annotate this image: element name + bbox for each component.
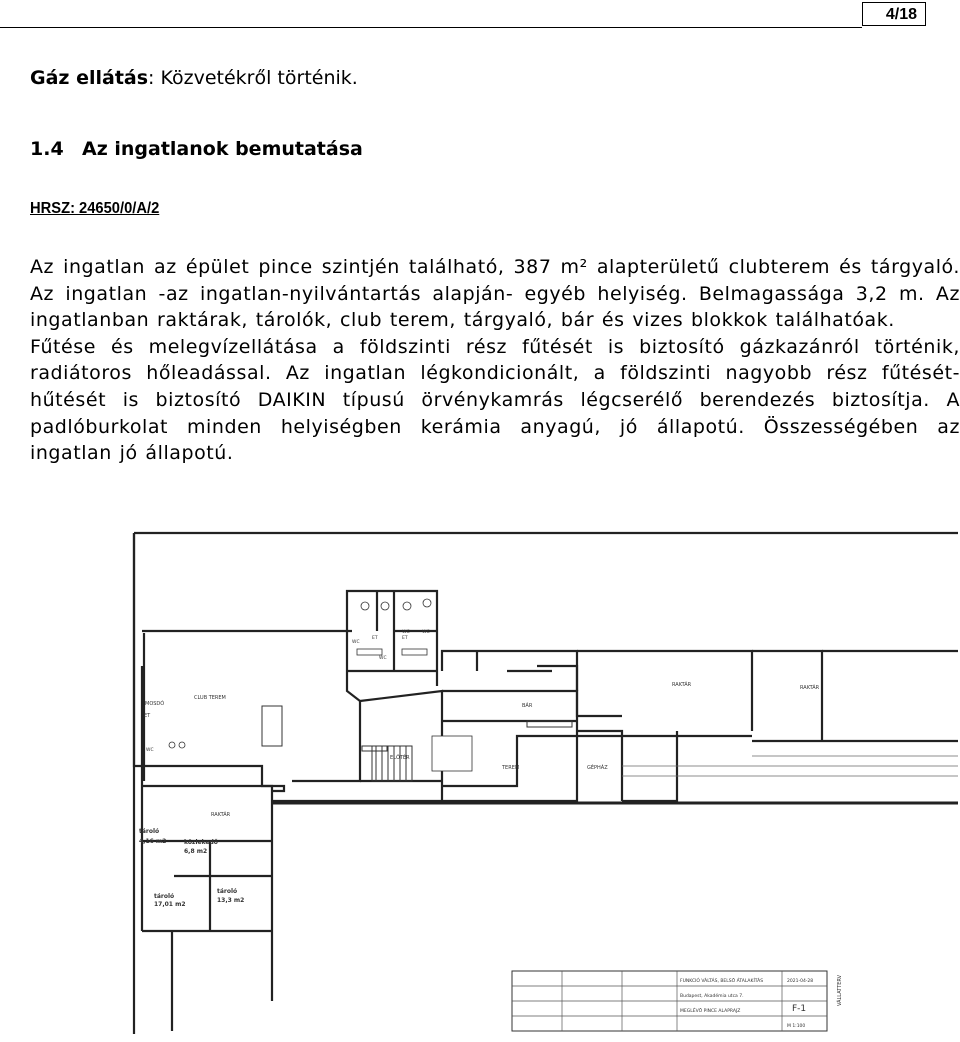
title-block-side: VÁLLATTERV <box>837 974 843 1006</box>
floor-plan-drawing <box>132 531 960 1034</box>
gas-supply-line <box>30 67 358 89</box>
title-block-drawing: MEGLÉVŐ PINCE ALAPRAJZ <box>680 1009 741 1014</box>
plan-title-block <box>512 971 843 1031</box>
title-block-date: 2021-04-28 <box>787 979 814 984</box>
plan-label-gephaz: GÉPHÁZ <box>587 765 608 771</box>
title-block-scale: M 1:100 <box>787 1024 806 1029</box>
plan-label-wc: WC <box>402 630 410 635</box>
plan-fixtures <box>169 599 472 771</box>
plan-label-raktar: RAKTÁR <box>211 812 231 818</box>
plan-hatching <box>622 756 958 776</box>
title-block-sheet: F-1 <box>792 1004 807 1014</box>
header-rule <box>0 27 862 28</box>
title-block-address: Budapest, Akadémia utca 7. <box>680 994 744 999</box>
plan-label-raktar-center: RAKTÁR <box>672 682 692 688</box>
plan-label-raktar-right: RAKTÁR <box>800 685 820 691</box>
plan-label-bar: BÁR <box>522 703 533 709</box>
gas-supply-text: Közvetékről történik. <box>154 67 358 89</box>
plan-label-wc: WC <box>422 630 430 635</box>
page-number: 4/18 <box>862 2 926 26</box>
plan-label-wc: WC <box>146 748 154 753</box>
plan-label-terem: TEREM <box>502 765 520 771</box>
gas-supply-separator: : <box>148 67 155 89</box>
plan-label-tarolo: tároló <box>217 888 238 895</box>
title-block-project: FUNKCIÓ VÁLTÁS, BELSŐ ÁTALAKÍTÁS <box>680 979 764 984</box>
plan-walls <box>134 533 958 1034</box>
plan-labels <box>139 629 820 908</box>
section-heading <box>30 138 363 160</box>
plan-label-tarolo-area: 17,01 m2 <box>154 901 186 908</box>
plan-stairs <box>262 706 572 781</box>
plan-label-club: CLUB TEREM <box>194 695 226 701</box>
plan-label-tarolo: tároló <box>154 893 175 900</box>
plan-label-tarolo: tároló <box>139 828 160 835</box>
plan-label-tarolo-area: 13,3 m2 <box>217 897 245 904</box>
floor-plan-image <box>132 531 960 1034</box>
parcel-id: HRSZ: 24650/0/A/2 <box>30 200 160 217</box>
section-number: 1.4 <box>30 138 64 160</box>
plan-label-wc: WC <box>379 656 387 661</box>
plan-label-wc: WC <box>352 640 360 645</box>
plan-label-kozlekedo-area: 6,8 m2 <box>184 848 208 855</box>
paragraph: Fűtése és melegvízellátása a földszinti rész fűtését is biztosító gázkazánról történik, radiátoros hőleadással. Az ingatlan légkondicionált, a földszinti nagyobb rész fűtését-hűtését is biztosító DAIKIN típusú örvénykamrás légcserélő berendezés biztosítja. A padlóburkolat minden helyiségben kerámia anyagú, jó állapotú. Összességében az ingatlan jó állapotú. <box>30 335 960 465</box>
plan-label-eloter: ELŐTÉR <box>390 755 410 761</box>
plan-label-mosdo: MOSDÓ <box>145 701 165 707</box>
plan-label-kozlekedo: közlekedő <box>184 839 218 846</box>
plan-label-et: ET <box>144 713 151 719</box>
description-text <box>30 254 960 467</box>
gas-supply-label: Gáz ellátás <box>30 67 149 89</box>
plan-label-et: ET <box>372 636 378 641</box>
section-title: Az ingatlanok bemutatása <box>82 138 363 160</box>
plan-label-tarolo-area: 4,16 m2 <box>139 838 167 845</box>
plan-label-et: ET <box>402 636 408 641</box>
paragraph: Az ingatlan az épület pince szintjén található, 387 m² alapterületű clubterem és tárgyaló. Az ingatlan -az ingatlan-nyilvántartás alapján- egyéb helyiség. Belmagassága 3,2 m. Az ingatlanban raktárak, tárolók, club terem, tárgyaló, bár és vizes blokkok találhatóak. <box>30 256 960 332</box>
